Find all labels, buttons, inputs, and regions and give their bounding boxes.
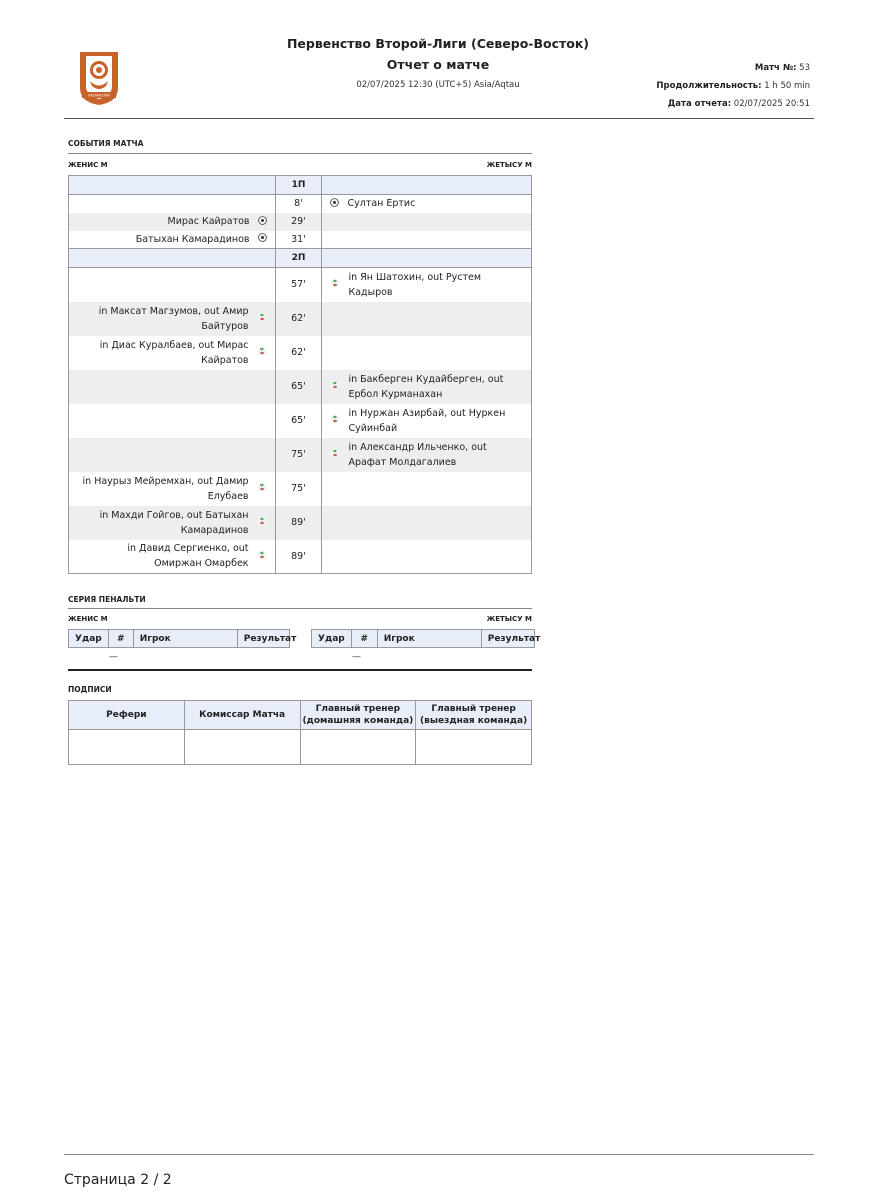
event-minute: 57' [275, 268, 322, 302]
away-event-text: in Ян Шатохин, out Рустем Кадыров [348, 271, 482, 298]
signatures-table [68, 700, 532, 765]
event-minute: 65' [275, 370, 322, 404]
substitution-icon [330, 278, 340, 291]
penalty-section-title: СЕРИЯ ПЕНАЛЬТИ [68, 595, 146, 604]
col-result: Результат [237, 630, 289, 648]
period-1-header [69, 176, 532, 195]
event-minute: 29' [275, 213, 322, 231]
penalty-divider [68, 608, 532, 609]
event-minute: 8' [275, 195, 322, 213]
home-event-text: in Давид Сергиенко, out Омиржан Омарбек [127, 543, 249, 570]
report-title: Отчет о матче [386, 57, 490, 72]
period-label: 1П [275, 176, 322, 195]
home-event-text: in Максат Магзумов, out Амир Байтуров [98, 305, 249, 332]
home-event-text: in Махди Гойгов, out Батыхан Камарадинов [99, 509, 249, 536]
home-event-text: in Наурыз Мейремхан, out Дамир Елубаев [82, 475, 249, 502]
col-shot: Удар [69, 630, 109, 648]
substitution-icon [257, 482, 267, 495]
substitution-icon [330, 414, 340, 427]
event-row [69, 213, 532, 231]
header-divider [64, 118, 814, 119]
report-date: Дата отчета: 02/07/2025 20:51 [667, 99, 810, 109]
sig-commissioner-header: Комиссар Матча [184, 701, 300, 730]
substitution-icon [330, 380, 340, 393]
event-row [69, 540, 532, 574]
col-shot: Удар [312, 630, 352, 648]
period-2-header [69, 249, 532, 268]
sig-away-coach-header: Главный тренер (выездная команда) [416, 701, 532, 730]
event-row [69, 268, 532, 302]
event-row [69, 336, 532, 370]
event-minute: 62' [275, 336, 322, 370]
penalty-away-table [311, 629, 541, 648]
substitution-icon [257, 312, 267, 325]
substitution-icon [257, 516, 267, 529]
away-event-text: Султан Ертис [347, 198, 416, 210]
penalty-away-team: ЖЕТЫСУ М [486, 615, 532, 623]
footer-divider [64, 1154, 814, 1155]
penalty-home-empty: — [109, 652, 118, 662]
sig-home-coach-header: Главный тренер (домашняя команда) [300, 701, 416, 730]
substitution-icon [257, 346, 267, 359]
home-event-text: Батыхан Камарадинов [135, 233, 250, 245]
penalty-bottom-rule [68, 669, 532, 671]
col-result: Результат [481, 630, 534, 648]
away-event-text: in Александр Ильченко, out Арафат Молдагалиев [348, 441, 487, 468]
home-team-name: ЖЕНИС М [68, 161, 108, 169]
sig-referee-box[interactable] [69, 730, 185, 765]
away-team-name: ЖЕТЫСУ М [486, 161, 532, 169]
event-minute: 31' [275, 231, 322, 249]
match-datetime: 02/07/2025 12:30 (UTC+5) Asia/Aqtau [356, 80, 520, 90]
sig-home-coach-box[interactable] [300, 730, 416, 765]
event-minute: 65' [275, 404, 322, 438]
sig-commissioner-box[interactable] [184, 730, 300, 765]
period-label: 2П [275, 249, 322, 268]
event-row [69, 438, 532, 472]
goal-icon [330, 198, 339, 210]
col-number: # [351, 630, 377, 648]
event-minute: 62' [275, 302, 322, 336]
event-row [69, 231, 532, 249]
penalty-home-team: ЖЕНИС М [68, 615, 108, 623]
signatures-section-title: ПОДПИСИ [68, 685, 112, 694]
match-number: Матч №: 53 [754, 63, 810, 73]
event-row [69, 404, 532, 438]
logo-text: KAZAKHSTAN [88, 93, 110, 98]
event-row [69, 302, 532, 336]
event-minute: 89' [275, 540, 322, 574]
sig-away-coach-box[interactable] [416, 730, 532, 765]
col-player: Игрок [133, 630, 237, 648]
match-duration: Продолжительность: 1 h 50 min [656, 81, 810, 91]
substitution-icon [257, 550, 267, 563]
event-minute: 89' [275, 506, 322, 540]
away-event-text: in Бакберген Кудайберген, out Ербол Курманахан [348, 373, 504, 400]
events-section-title: СОБЫТИЯ МАТЧА [68, 139, 144, 148]
event-row [69, 370, 532, 404]
goal-icon [258, 233, 267, 245]
event-minute: 75' [275, 472, 322, 506]
away-event-text: in Нуржан Азирбай, out Нуркен Суйинбай [348, 407, 506, 434]
home-event-text: in Диас Куралбаев, out Мирас Кайратов [99, 339, 249, 366]
penalty-home-table [68, 629, 297, 648]
home-event-text: Мирас Кайратов [167, 216, 250, 227]
event-row [69, 195, 532, 213]
penalty-away-empty: — [352, 652, 361, 662]
goal-icon [258, 216, 267, 228]
events-table [68, 175, 532, 574]
event-row [69, 506, 532, 540]
substitution-icon [330, 448, 340, 461]
events-divider [68, 153, 532, 154]
event-row [69, 472, 532, 506]
page-number: Страница 2 / 2 [64, 1172, 172, 1188]
col-number: # [108, 630, 133, 648]
col-player: Игрок [377, 630, 481, 648]
sig-referee-header: Рефери [69, 701, 185, 730]
event-minute: 75' [275, 438, 322, 472]
league-title: Первенство Второй-Лиги (Северо-Восток) [286, 36, 590, 51]
